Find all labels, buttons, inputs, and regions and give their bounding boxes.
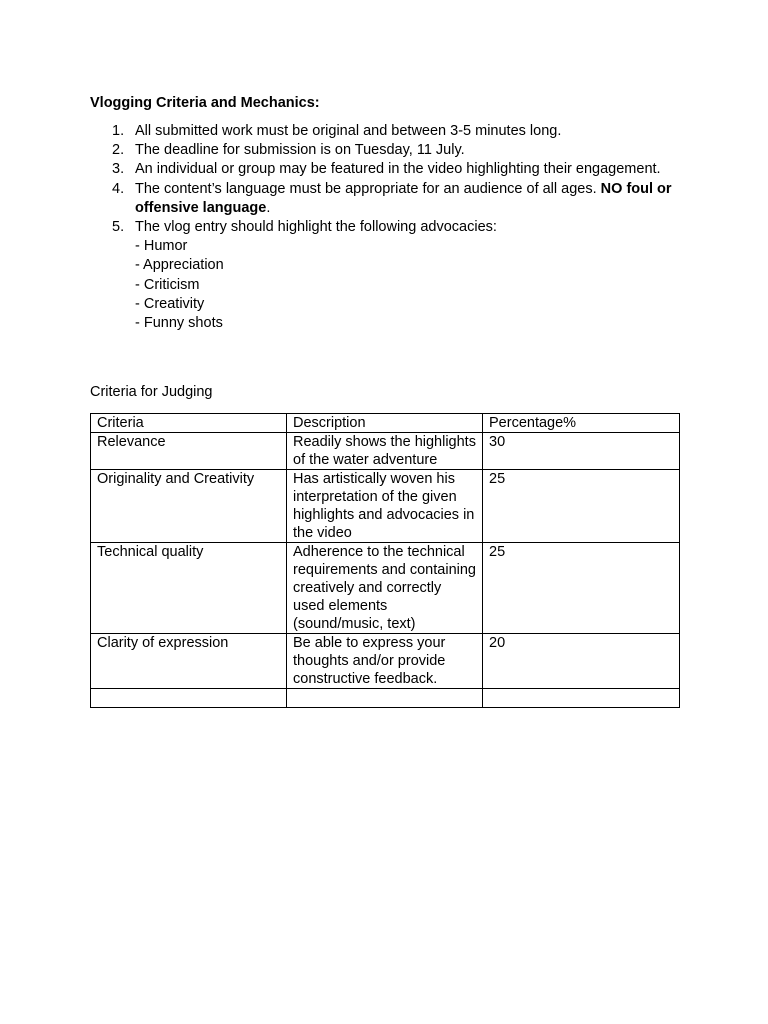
list-item [90,218,690,333]
table-row [91,433,680,470]
emphasis-text: NO foul or offensive language [135,180,672,216]
table-row [91,543,680,634]
advocacy-item: - Creativity [135,295,205,312]
list-item [90,122,690,141]
list-item-suffix: . [266,199,271,216]
advocacy-item: - Appreciation [135,257,224,274]
list-item-text: The content’s language must be appropriate for an audience of all ages. [135,180,601,197]
percentage-cell: 25 [483,543,680,634]
percentage-cell: 25 [483,470,680,543]
list-number: 4. [112,180,125,197]
column-header-description: Description [287,414,483,433]
list-item-text: All submitted work must be original and between 3-5 minutes long. [135,123,562,139]
criteria-cell: Technical quality [91,543,287,634]
list-item-text: The vlog entry should highlight the following advocacies: [135,219,497,236]
criteria-cell: Originality and Creativity [91,470,287,543]
list-item [90,141,690,160]
list-item [90,160,690,179]
list-number: 3. [112,161,125,178]
description-cell: Be able to express your thoughts and/or provide constructive feedback. [287,634,483,689]
judging-section-title: Criteria for Judging [90,384,213,400]
page-title: Vlogging Criteria and Mechanics: [90,95,320,111]
description-cell: Has artistically woven his interpretation of the given highlights and advocacies in the video [287,470,483,543]
list-item [90,180,690,218]
description-cell: Adherence to the technical requirements and containing creatively and correctly used elements (sound/music, text) [287,543,483,634]
percentage-cell: 20 [483,634,680,689]
advocacy-item: - Humor [135,238,188,255]
list-item-text: The deadline for submission is on Tuesday, 11 July. [135,142,465,159]
advocacies-list [135,237,690,333]
list-number: 5. [112,219,125,236]
table-row [91,470,680,543]
list-number: 2. [112,142,125,159]
empty-cell [287,689,483,708]
percentage-cell: 30 [483,433,680,470]
list-item-text: An individual or group may be featured in the video highlighting their engagement. [135,161,661,178]
table-row [91,634,680,689]
empty-cell [483,689,680,708]
column-header-criteria: Criteria [91,414,287,433]
table-header-row [91,414,680,433]
list-number: 1. [112,123,125,139]
description-cell: Readily shows the highlights of the water adventure [287,433,483,470]
advocacy-item: - Criticism [135,276,200,293]
mechanics-list [90,122,690,333]
criteria-cell: Clarity of expression [91,634,287,689]
criteria-cell: Relevance [91,433,287,470]
judging-criteria-table [90,413,680,708]
empty-table-row [91,689,680,708]
empty-cell [91,689,287,708]
advocacy-item: - Funny shots [135,315,223,332]
column-header-percentage: Percentage% [483,414,680,433]
